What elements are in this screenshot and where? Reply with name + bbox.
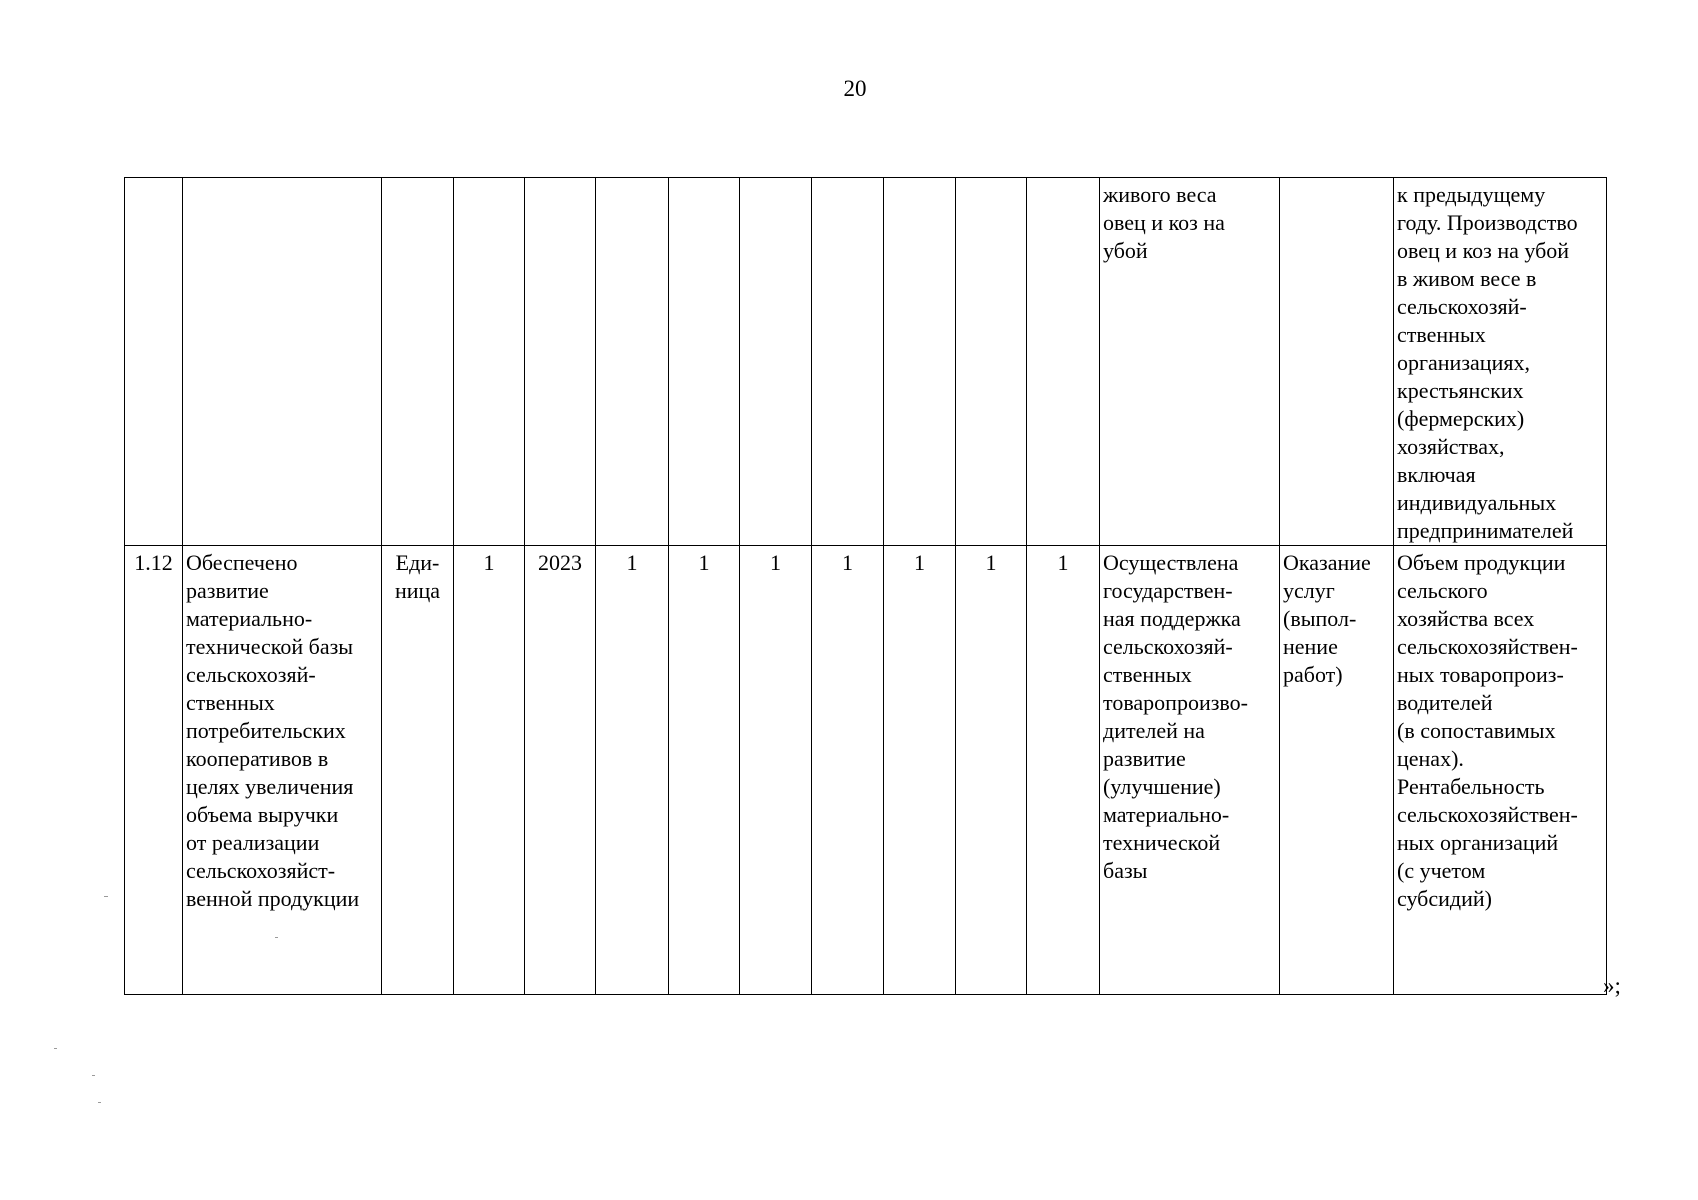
cell-base-year [525, 546, 596, 995]
cell-year-value [956, 178, 1027, 546]
cell-year-value [812, 178, 884, 546]
year-value: 1 [626, 550, 638, 575]
linked-indicator-text: Объем продукции сельского хозяйства всех сельскохозяйствен- ных товаропроиз- водителей (в сопоставимых ценах). Рентабельность сельскохозяйствен- ных организаций (с учетом субсидий) [1397, 550, 1578, 911]
unit-text: Еди- ница [394, 550, 441, 603]
cell-year-value [884, 178, 956, 546]
scan-artifact [98, 1102, 101, 1103]
cell-base-year [525, 178, 596, 546]
table-row-continuation [125, 178, 1607, 546]
cell-task [183, 178, 382, 546]
cell-event [1100, 546, 1280, 995]
cell-year-value [1027, 178, 1100, 546]
cell-year-value [596, 546, 669, 995]
cell-year-value [812, 546, 884, 995]
closing-quote: »; [1603, 973, 1621, 998]
linked-indicator-text: к предыдущему году. Производство овец и коз на убой в живом весе в сельскохозяй- ственных организациях, крестьянских (фермерских) хозяйствах, включая индивидуальных предпринимателей [1397, 182, 1578, 543]
year-value: 1 [770, 550, 781, 575]
year-value: 1 [698, 550, 710, 575]
event-type-text: Оказание услуг (выпол- нение работ) [1283, 550, 1371, 687]
cell-year-value [956, 546, 1027, 995]
indicator-name-text: живого веса овец и коз на убой [1103, 182, 1225, 263]
year-value: 1 [985, 550, 997, 575]
cell-event-type [1280, 546, 1394, 995]
indicators-table [124, 177, 1607, 995]
cell-year-value [1027, 546, 1100, 995]
cell-unit [382, 178, 454, 546]
year-value: 1 [1057, 550, 1069, 575]
cell-year-value [596, 178, 669, 546]
cell-task [183, 546, 382, 995]
scan-artifact [104, 896, 108, 897]
year-value: 1 [914, 550, 925, 575]
cell-year-value [669, 178, 740, 546]
cell-linked-indicator [1394, 546, 1607, 995]
cell-number [125, 546, 183, 995]
base-year: 2023 [538, 550, 582, 575]
cell-number [125, 178, 183, 546]
scan-artifact [54, 1048, 57, 1049]
page-number: 20 [843, 76, 867, 101]
cell-year-value [884, 546, 956, 995]
event-text: Осуществлена государствен- ная поддержка сельскохозяй- ственных товаропроизво- дителей на развитие (улучшение) материально- технической базы [1103, 550, 1248, 883]
table-row-1-12 [125, 546, 1607, 995]
cell-year-value [740, 178, 812, 546]
cell-event [1100, 178, 1280, 546]
base-value: 1 [483, 550, 495, 575]
cell-base-value [454, 546, 525, 995]
cell-unit [382, 546, 454, 995]
cell-year-value [740, 546, 812, 995]
year-value: 1 [842, 550, 853, 575]
task-text: Обеспечено развитие материально- технической базы сельскохозяй- ственных потребительских кооперативов в целях увеличения объема выручки от реализации сельскохозяйст- венной продукции [186, 550, 360, 911]
cell-base-value [454, 178, 525, 546]
scan-artifact [275, 937, 278, 938]
scan-artifact [92, 1075, 95, 1076]
cell-event-type [1280, 178, 1394, 546]
row-number: 1.12 [134, 550, 173, 575]
cell-year-value [669, 546, 740, 995]
cell-linked-indicator [1394, 178, 1607, 546]
